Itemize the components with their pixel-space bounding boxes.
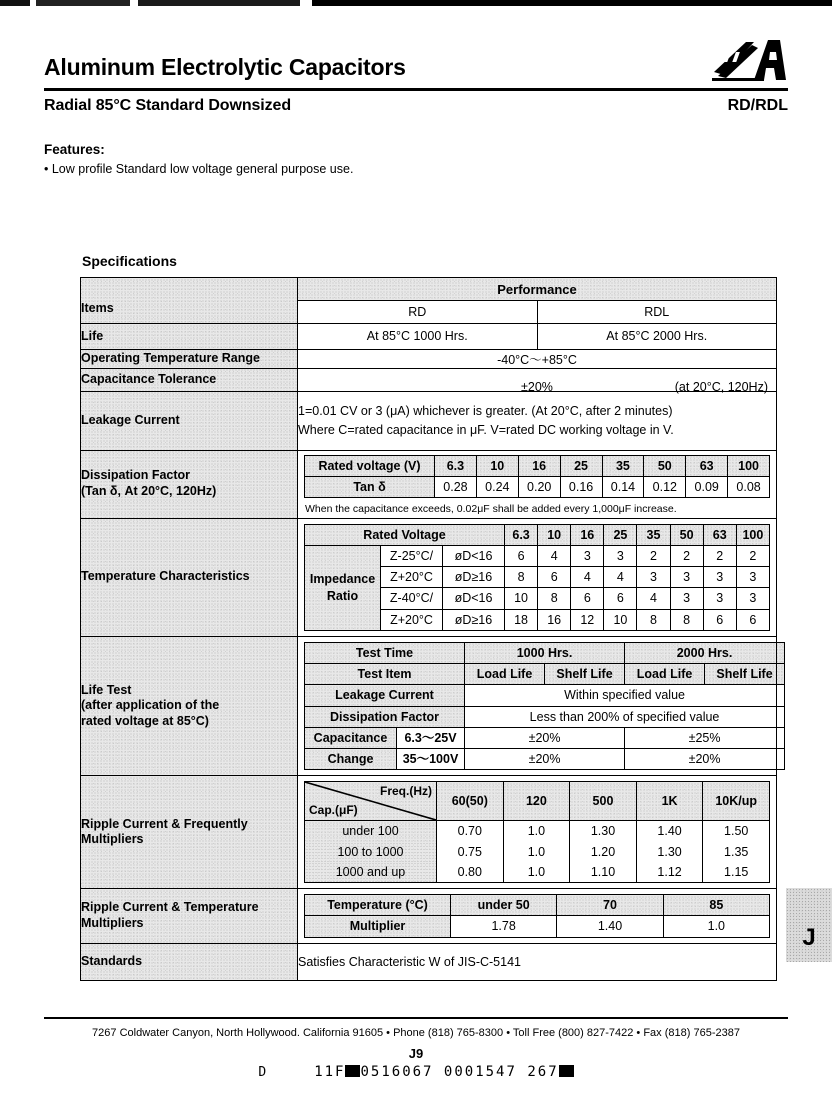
imp-voltage-2: 16 bbox=[571, 524, 604, 545]
table-row-temp-characteristics bbox=[81, 518, 777, 636]
table-row-header bbox=[81, 278, 777, 301]
rf-r2-v1: 1.0 bbox=[503, 862, 570, 883]
page-title: Aluminum Electrolytic Capacitors bbox=[44, 54, 406, 80]
lt-cap-range-1: 35～100V bbox=[397, 749, 465, 770]
table-row-life bbox=[81, 324, 777, 349]
lt-test-time-1000: 1000 Hrs. bbox=[465, 642, 625, 663]
row-label-cap-tolerance: Capacitance Tolerance bbox=[81, 371, 217, 386]
imp-r3-v2: 12 bbox=[571, 609, 604, 630]
df-voltage-6: 63 bbox=[686, 455, 728, 476]
row-label-life-test-line2: (after application of the bbox=[81, 698, 220, 713]
imp-r2-v6: 3 bbox=[703, 588, 736, 609]
footer-scan-code bbox=[0, 1064, 832, 1080]
df-voltage-4: 35 bbox=[602, 455, 644, 476]
df-tan-label: Tan δ bbox=[305, 476, 435, 497]
lt-test-time-header: Test Time bbox=[305, 642, 465, 663]
imp-voltage-1: 10 bbox=[538, 524, 571, 545]
rf-r2-v0: 0.80 bbox=[437, 862, 504, 883]
lt-cap-r1-2000: ±20% bbox=[625, 749, 785, 770]
row-label-ripple-temp-line2: Multipliers bbox=[81, 915, 144, 930]
imp-r1-v7: 3 bbox=[736, 567, 769, 588]
df-tan-2: 0.20 bbox=[518, 476, 560, 497]
row-label-ripple-freq-line1: Ripple Current & Frequently bbox=[81, 816, 248, 831]
df-tan-0: 0.28 bbox=[435, 476, 477, 497]
rf-freq-3: 1K bbox=[636, 782, 703, 821]
scan-block-left-icon bbox=[345, 1065, 360, 1077]
operating-temp-value: -40°C～+85°C bbox=[497, 352, 577, 367]
imp-voltage-6: 63 bbox=[703, 524, 736, 545]
table-row-ripple-frequency bbox=[81, 776, 777, 889]
row-label-life-test-line3: rated voltage at 85°C) bbox=[81, 713, 209, 728]
rf-r2-v3: 1.12 bbox=[636, 862, 703, 883]
imp-r2-v5: 3 bbox=[670, 588, 703, 609]
row-label-operating-temp: Operating Temperature Range bbox=[81, 350, 260, 365]
rf-corner-bottom: Cap.(μF) bbox=[309, 802, 358, 817]
lt-cap-label-line1: Capacitance bbox=[305, 727, 397, 748]
dissipation-factor-table bbox=[304, 455, 770, 499]
series-code: RD/RDL bbox=[727, 97, 788, 114]
imp-r0-v6: 2 bbox=[703, 545, 736, 566]
lt-leakage-value: Within specified value bbox=[465, 685, 785, 706]
imp-r3-v6: 6 bbox=[703, 609, 736, 630]
col-performance-label: Performance bbox=[497, 281, 577, 297]
imp-cond-2: Z-40°C/ bbox=[381, 588, 443, 609]
imp-cond-1: Z+20°C bbox=[381, 567, 443, 588]
footer-divider bbox=[44, 1017, 788, 1019]
scan-code-body: 0516067 0001547 267 bbox=[360, 1064, 559, 1080]
df-tan-5: 0.12 bbox=[644, 476, 686, 497]
imp-dia-3: øD≥16 bbox=[443, 609, 505, 630]
row-label-df-line2: (Tan δ, At 20°C, 120Hz) bbox=[81, 484, 217, 499]
imp-r1-v6: 3 bbox=[703, 567, 736, 588]
scan-code-lot: 11F bbox=[314, 1064, 346, 1080]
lt-df-label: Dissipation Factor bbox=[305, 706, 465, 727]
imp-r3-v5: 8 bbox=[670, 609, 703, 630]
col-rdl-label: RDL bbox=[644, 305, 670, 319]
rca-logo bbox=[708, 38, 788, 84]
imp-voltage-0: 6.3 bbox=[505, 524, 538, 545]
rf-r2-v4: 1.15 bbox=[703, 862, 770, 883]
imp-r2-v7: 3 bbox=[736, 588, 769, 609]
imp-voltage-5: 50 bbox=[670, 524, 703, 545]
lt-subhead-3: Shelf Life bbox=[705, 664, 785, 685]
imp-r3-v7: 6 bbox=[736, 609, 769, 630]
imp-label-line2: Ratio bbox=[326, 588, 359, 603]
features-heading: Features: bbox=[44, 142, 105, 157]
page-subtitle: Radial 85°C Standard Downsized bbox=[44, 97, 292, 114]
row-label-leakage-current: Leakage Current bbox=[81, 412, 180, 427]
lt-leakage-label: Leakage Current bbox=[305, 685, 465, 706]
rf-r0-v0: 0.70 bbox=[437, 821, 504, 842]
table-row-leakage-current bbox=[81, 391, 777, 450]
leakage-current-line2: Where C=rated capacitance in μF. V=rated DC working voltage in V. bbox=[298, 422, 674, 437]
imp-label-line1: Impedance bbox=[309, 571, 376, 586]
df-tan-4: 0.14 bbox=[602, 476, 644, 497]
imp-r0-v2: 3 bbox=[571, 545, 604, 566]
table-row-standards bbox=[81, 943, 777, 980]
df-tan-3: 0.16 bbox=[560, 476, 602, 497]
imp-voltage-7: 100 bbox=[736, 524, 769, 545]
imp-r1-v2: 4 bbox=[571, 567, 604, 588]
rf-cap-2: 1000 and up bbox=[305, 862, 437, 883]
row-label-df-line1: Dissipation Factor bbox=[81, 468, 191, 483]
rf-freq-0: 60(50) bbox=[437, 782, 504, 821]
lt-cap-label-line2: Change bbox=[305, 749, 397, 770]
imp-r0-v0: 6 bbox=[505, 545, 538, 566]
row-label-life: Life bbox=[81, 328, 104, 343]
row-label-ripple-temp-line1: Ripple Current & Temperature bbox=[81, 900, 259, 915]
rf-corner-top: Freq.(Hz) bbox=[380, 784, 432, 799]
cap-tolerance-value: ±20% bbox=[521, 379, 553, 394]
life-rd-value: At 85°C 1000 Hrs. bbox=[366, 329, 468, 344]
rf-r0-v1: 1.0 bbox=[503, 821, 570, 842]
table-row-operating-temp bbox=[81, 349, 777, 368]
df-voltage-5: 50 bbox=[644, 455, 686, 476]
footer-page-number: J9 bbox=[408, 1046, 424, 1061]
table-row-ripple-temperature bbox=[81, 889, 777, 944]
rf-r1-v2: 1.20 bbox=[570, 842, 637, 862]
table-row-life-test bbox=[81, 636, 777, 776]
cap-tolerance-condition: (at 20°C, 120Hz) bbox=[674, 379, 768, 394]
rt-mult-2: 1.0 bbox=[663, 916, 769, 937]
rf-r1-v0: 0.75 bbox=[437, 842, 504, 862]
row-label-temp-characteristics: Temperature Characteristics bbox=[81, 569, 250, 584]
header-divider bbox=[44, 88, 788, 91]
imp-r0-v5: 2 bbox=[670, 545, 703, 566]
standards-value: Satisfies Characteristic W of JIS-C-5141 bbox=[298, 954, 521, 969]
imp-r3-v1: 16 bbox=[538, 609, 571, 630]
lt-test-time-2000: 2000 Hrs. bbox=[625, 642, 785, 663]
rt-temp-2: 85 bbox=[663, 895, 769, 916]
imp-r1-v3: 4 bbox=[604, 567, 637, 588]
col-rd-label: RD bbox=[408, 305, 427, 319]
imp-r2-v4: 4 bbox=[637, 588, 670, 609]
imp-cond-3: Z+20°C bbox=[381, 609, 443, 630]
imp-r3-v3: 10 bbox=[604, 609, 637, 630]
df-voltage-1: 10 bbox=[476, 455, 518, 476]
scan-block-right-icon bbox=[559, 1065, 574, 1077]
imp-r3-v4: 8 bbox=[637, 609, 670, 630]
imp-r0-v4: 2 bbox=[637, 545, 670, 566]
imp-r1-v1: 6 bbox=[538, 567, 571, 588]
imp-r0-v3: 3 bbox=[604, 545, 637, 566]
rf-r0-v4: 1.50 bbox=[703, 821, 770, 842]
df-row-header: Rated voltage (V) bbox=[305, 455, 435, 476]
imp-r0-v1: 4 bbox=[538, 545, 571, 566]
specifications-table bbox=[80, 277, 777, 981]
imp-rated-voltage-header: Rated Voltage bbox=[305, 524, 505, 545]
lt-subhead-1: Shelf Life bbox=[545, 664, 625, 685]
col-items-label: Items bbox=[81, 300, 114, 315]
table-row-cap-tolerance bbox=[81, 368, 777, 391]
df-voltage-7: 100 bbox=[728, 455, 770, 476]
rf-cap-1: 100 to 1000 bbox=[305, 842, 437, 862]
rf-freq-2: 500 bbox=[570, 782, 637, 821]
imp-dia-1: øD≥16 bbox=[443, 567, 505, 588]
rt-multiplier-label: Multiplier bbox=[305, 916, 451, 937]
lt-df-value: Less than 200% of specified value bbox=[465, 706, 785, 727]
imp-r1-v0: 8 bbox=[505, 567, 538, 588]
imp-r2-v1: 8 bbox=[538, 588, 571, 609]
imp-r1-v5: 3 bbox=[670, 567, 703, 588]
ripple-frequency-table bbox=[304, 781, 770, 883]
imp-r2-v2: 6 bbox=[571, 588, 604, 609]
rf-r1-v4: 1.35 bbox=[703, 842, 770, 862]
rt-mult-0: 1.78 bbox=[451, 916, 557, 937]
life-rdl-value: At 85°C 2000 Hrs. bbox=[606, 329, 708, 344]
table-row-dissipation-factor bbox=[81, 450, 777, 518]
lt-subhead-0: Load Life bbox=[465, 664, 545, 685]
imp-r2-v3: 6 bbox=[604, 588, 637, 609]
lt-cap-range-0: 6.3～25V bbox=[397, 727, 465, 748]
row-label-life-test-line1: Life Test bbox=[81, 682, 132, 697]
lt-test-item-header: Test Item bbox=[305, 664, 465, 685]
life-test-table bbox=[304, 642, 785, 771]
rf-r0-v3: 1.40 bbox=[636, 821, 703, 842]
leakage-current-line1: 1=0.01 CV or 3 (μA) whichever is greater. (At 20°C, after 2 minutes) bbox=[298, 404, 673, 419]
rf-freq-4: 10K/up bbox=[703, 782, 770, 821]
imp-voltage-3: 25 bbox=[604, 524, 637, 545]
scan-code-prefix: D bbox=[258, 1065, 269, 1080]
ripple-temperature-table bbox=[304, 894, 770, 938]
imp-r3-v0: 18 bbox=[505, 609, 538, 630]
df-voltage-0: 6.3 bbox=[435, 455, 477, 476]
row-label-standards: Standards bbox=[81, 953, 143, 968]
df-tan-1: 0.24 bbox=[476, 476, 518, 497]
rt-temp-1: 70 bbox=[557, 895, 663, 916]
lt-cap-r0-2000: ±25% bbox=[625, 727, 785, 748]
rf-r2-v2: 1.10 bbox=[570, 862, 637, 883]
lt-cap-r0-1000: ±20% bbox=[465, 727, 625, 748]
footer-address: 7267 Coldwater Canyon, North Hollywood. California 91605 • Phone (818) 765-8300 • Toll Free (800) 827-7422 • Fax (818) 765-2387 bbox=[92, 1027, 740, 1039]
imp-dia-2: øD<16 bbox=[443, 588, 505, 609]
df-voltage-2: 16 bbox=[518, 455, 560, 476]
lt-cap-r1-1000: ±20% bbox=[465, 749, 625, 770]
rf-corner-cell bbox=[305, 782, 437, 821]
feature-item: • Low profile Standard low voltage general purpose use. bbox=[44, 162, 354, 176]
rt-temp-header: Temperature (°C) bbox=[305, 895, 451, 916]
imp-r2-v0: 10 bbox=[505, 588, 538, 609]
df-voltage-3: 25 bbox=[560, 455, 602, 476]
imp-dia-0: øD<16 bbox=[443, 545, 505, 566]
imp-r1-v4: 3 bbox=[637, 567, 670, 588]
index-tab-letter: J bbox=[802, 924, 816, 951]
rf-r1-v1: 1.0 bbox=[503, 842, 570, 862]
specifications-heading: Specifications bbox=[82, 253, 177, 269]
rt-temp-0: under 50 bbox=[451, 895, 557, 916]
imp-cond-0: Z-25°C/ bbox=[381, 545, 443, 566]
index-tab bbox=[786, 888, 832, 962]
df-tan-6: 0.09 bbox=[686, 476, 728, 497]
rf-freq-1: 120 bbox=[503, 782, 570, 821]
row-label-ripple-freq-line2: Multipliers bbox=[81, 832, 144, 847]
rt-mult-1: 1.40 bbox=[557, 916, 663, 937]
lt-subhead-2: Load Life bbox=[625, 664, 705, 685]
imp-r0-v7: 2 bbox=[736, 545, 769, 566]
rf-r0-v2: 1.30 bbox=[570, 821, 637, 842]
rf-r1-v3: 1.30 bbox=[636, 842, 703, 862]
rf-cap-0: under 100 bbox=[305, 821, 437, 842]
imp-voltage-4: 35 bbox=[637, 524, 670, 545]
impedance-ratio-table bbox=[304, 524, 770, 631]
df-tan-7: 0.08 bbox=[728, 476, 770, 497]
dissipation-factor-note: When the capacitance exceeds, 0.02μF shall be added every 1,000μF increase. bbox=[305, 503, 677, 515]
